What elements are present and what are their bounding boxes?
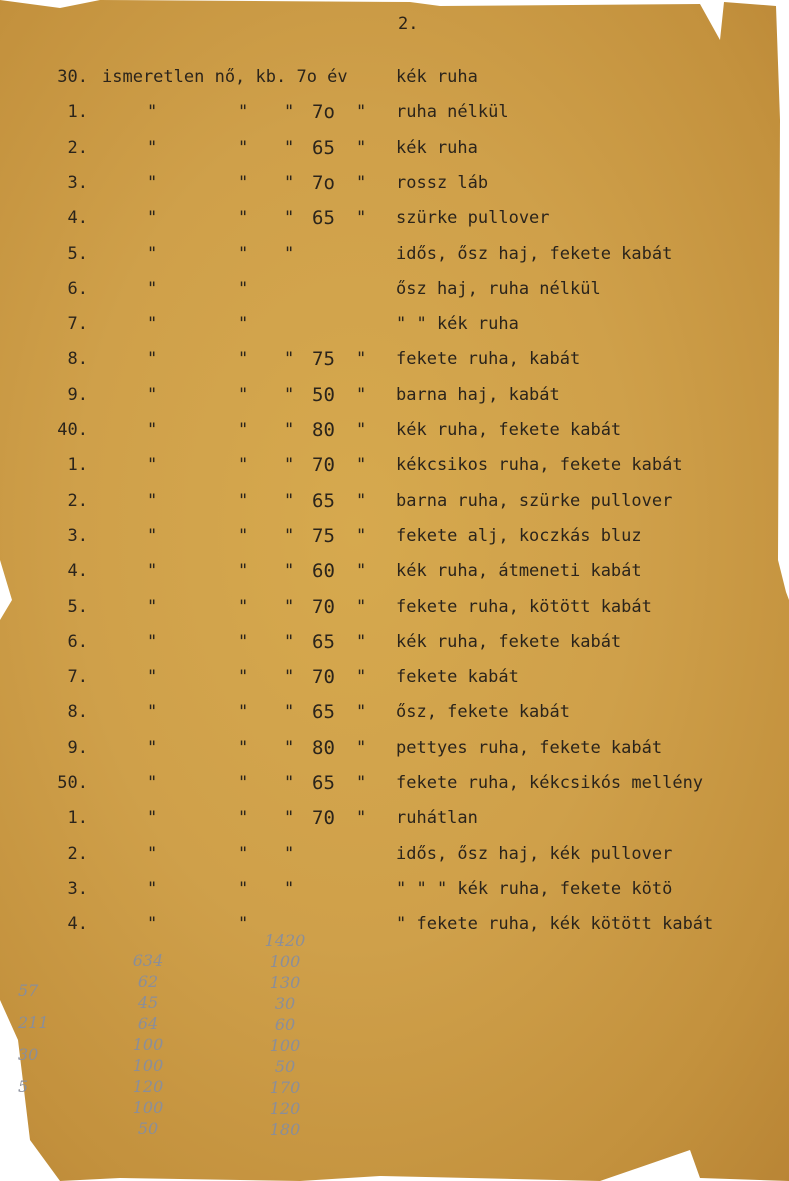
- entry-row: [0, 166, 789, 200]
- ditto-mark: ": [284, 208, 295, 229]
- handwritten-number: 120: [269, 1099, 301, 1118]
- entry-description: " " " kék ruha, fekete kötö: [396, 878, 673, 899]
- entry-description: rossz láb: [396, 172, 489, 193]
- entry-number: 7.: [67, 667, 88, 688]
- ditto-mark: ": [238, 737, 249, 758]
- entry-row: [0, 660, 789, 694]
- ditto-mark: ": [238, 561, 249, 582]
- handwritten-edge-numbers: [18, 975, 58, 1103]
- entry-age: 65: [312, 136, 335, 159]
- handwritten-number: 120: [132, 1077, 164, 1096]
- handwritten-number: 57: [18, 981, 39, 1000]
- ditto-mark: ": [238, 843, 249, 864]
- ditto-mark: ": [147, 843, 158, 864]
- ditto-mark: ": [147, 737, 158, 758]
- entry-number: 6.: [67, 278, 88, 299]
- handwritten-number: 180: [269, 1120, 301, 1139]
- ditto-mark: ": [147, 667, 158, 688]
- entry-age: 60: [312, 560, 335, 583]
- entry-row: [0, 484, 789, 518]
- entry-number: 1.: [67, 808, 88, 829]
- entry-age: 50: [312, 383, 335, 406]
- ditto-mark: ": [284, 243, 295, 264]
- entry-age: 65: [312, 489, 335, 512]
- handwritten-number: 64: [137, 1014, 159, 1033]
- ditto-mark: ": [284, 561, 295, 582]
- entry-age: 65: [312, 207, 335, 230]
- ditto-mark: ": [284, 596, 295, 617]
- ditto-mark: ": [238, 102, 249, 123]
- entry-age: 70: [312, 666, 335, 689]
- ditto-mark: ": [284, 808, 295, 829]
- entry-row: [0, 413, 789, 447]
- entry-age: 65: [312, 772, 335, 794]
- entry-number: 9.: [67, 737, 88, 758]
- ditto-mark: ": [238, 172, 249, 193]
- handwritten-number: 60: [274, 1015, 296, 1034]
- ditto-mark: ": [238, 878, 249, 899]
- ditto-mark: ": [147, 596, 158, 617]
- ditto-mark: ": [356, 773, 367, 793]
- handwritten-number: 5: [18, 1077, 29, 1096]
- handwritten-number: 62: [137, 972, 159, 991]
- handwritten-number: 170: [269, 1078, 301, 1097]
- ditto-mark: ": [147, 172, 158, 193]
- ditto-mark: ": [147, 561, 158, 582]
- ditto-mark: ": [356, 420, 367, 440]
- ditto-mark: ": [284, 667, 295, 688]
- entry-number: 4.: [67, 561, 88, 582]
- entry-description: " fekete ruha, kék kötött kabát: [396, 914, 714, 935]
- entry-number: 1.: [67, 102, 88, 123]
- entry-row: [0, 731, 789, 765]
- ditto-mark: ": [238, 631, 249, 652]
- ditto-mark: ": [284, 349, 295, 370]
- entry-number: 5.: [67, 596, 88, 617]
- ditto-mark: ": [238, 278, 249, 299]
- entry-number: 6.: [67, 631, 88, 652]
- entry-number: 2.: [67, 843, 88, 864]
- entry-description: ősz haj, ruha nélkül: [396, 278, 601, 299]
- entry-row: [0, 801, 789, 835]
- entry-description: idős, ősz haj, kék pullover: [396, 843, 673, 864]
- entry-description: kék ruha, fekete kabát: [396, 631, 622, 652]
- handwritten-number: 30: [274, 994, 296, 1013]
- handwritten-number: 45: [137, 993, 159, 1012]
- entry-age: 70: [312, 595, 335, 618]
- ditto-mark: ": [284, 843, 295, 864]
- ditto-mark: ": [238, 525, 249, 546]
- entry-number: 5.: [67, 243, 88, 264]
- ditto-mark: ": [238, 349, 249, 370]
- handwritten-number: 100: [269, 1036, 301, 1055]
- ditto-mark: ": [356, 349, 367, 370]
- entry-description: kék ruha: [396, 67, 478, 87]
- ditto-mark: ": [284, 702, 295, 723]
- entry-description: fekete ruha, kabát: [396, 349, 581, 370]
- ditto-mark: ": [284, 525, 295, 546]
- entry-row: [0, 307, 789, 341]
- entry-age: 7o: [312, 171, 335, 194]
- page-number: 2.: [398, 14, 419, 34]
- handwritten-number: 100: [132, 1056, 164, 1075]
- entry-row: [0, 95, 789, 129]
- handwritten-number: 634: [132, 951, 164, 970]
- ditto-mark: ": [147, 525, 158, 546]
- handwritten-number: 30: [18, 1045, 39, 1064]
- ditto-mark: ": [147, 631, 158, 652]
- entry-number: 7.: [67, 314, 88, 335]
- entry-row: [0, 590, 789, 624]
- ditto-mark: ": [356, 384, 367, 405]
- entry-number: 8.: [67, 349, 88, 370]
- ditto-mark: ": [238, 243, 249, 264]
- ditto-mark: ": [238, 490, 249, 511]
- entry-description: idős, ősz haj, fekete kabát: [396, 243, 673, 264]
- ditto-mark: ": [356, 525, 367, 546]
- entry-number: 3.: [67, 172, 88, 193]
- ditto-mark: ": [356, 208, 367, 229]
- entry-subject: ismeretlen nő, kb. 7o év: [102, 67, 348, 87]
- ditto-mark: ": [284, 878, 295, 899]
- ditto-mark: ": [147, 102, 158, 123]
- entry-age: 80: [312, 736, 335, 759]
- ditto-mark: ": [356, 667, 367, 688]
- entry-row: [0, 201, 789, 235]
- ditto-mark: ": [356, 102, 367, 123]
- ditto-mark: ": [238, 773, 249, 793]
- entry-age: 65: [312, 630, 335, 653]
- ditto-mark: ": [147, 420, 158, 440]
- entry-row: [0, 272, 789, 306]
- entry-number: 9.: [67, 384, 88, 405]
- entry-description: kék ruha: [396, 137, 478, 158]
- ditto-mark: ": [147, 278, 158, 299]
- entry-age: 65: [312, 701, 335, 724]
- handwritten-number: 100: [269, 952, 301, 971]
- ditto-mark: ": [238, 667, 249, 688]
- handwritten-number: 1420: [264, 931, 306, 950]
- ditto-mark: ": [284, 631, 295, 652]
- ditto-mark: ": [284, 420, 295, 440]
- ditto-mark: ": [147, 490, 158, 511]
- entry-number: 3.: [67, 525, 88, 546]
- ditto-mark: ": [238, 420, 249, 440]
- ditto-mark: ": [356, 172, 367, 193]
- entry-row: [0, 131, 789, 165]
- entry-description: barna ruha, szürke pullover: [396, 490, 673, 511]
- ditto-mark: ": [147, 702, 158, 723]
- ditto-mark: ": [147, 455, 158, 476]
- handwritten-number: 50: [137, 1119, 159, 1138]
- entry-description: kék ruha, átmeneti kabát: [396, 561, 642, 582]
- entry-age: 70: [312, 454, 335, 477]
- ditto-mark: ": [356, 702, 367, 723]
- entry-row: [0, 625, 789, 659]
- ditto-mark: ": [147, 208, 158, 229]
- ditto-mark: ": [356, 596, 367, 617]
- ditto-mark: ": [238, 314, 249, 335]
- entry-description: kékcsikos ruha, fekete kabát: [396, 455, 683, 476]
- entry-row: [0, 907, 789, 941]
- entry-age: 80: [312, 419, 335, 441]
- ditto-mark: ": [356, 631, 367, 652]
- entry-age: 75: [312, 524, 335, 547]
- ditto-mark: ": [356, 137, 367, 158]
- ditto-mark: ": [147, 137, 158, 158]
- entry-number: 3.: [67, 878, 88, 899]
- entry-row: [0, 237, 789, 271]
- entry-row: [0, 342, 789, 376]
- entry-row: [0, 695, 789, 729]
- ditto-mark: ": [238, 455, 249, 476]
- ditto-mark: ": [147, 914, 158, 935]
- entry-description: pettyes ruha, fekete kabát: [396, 737, 663, 758]
- ditto-mark: ": [238, 596, 249, 617]
- entry-number: 2.: [67, 137, 88, 158]
- entry-description: " " kék ruha: [396, 314, 519, 335]
- ditto-mark: ": [284, 773, 295, 793]
- entry-row: [0, 872, 789, 906]
- handwritten-number: 100: [132, 1098, 164, 1117]
- entry-description: ruhátlan: [396, 808, 478, 829]
- entry-row: [0, 837, 789, 871]
- ditto-mark: ": [284, 102, 295, 123]
- ditto-mark: ": [147, 349, 158, 370]
- ditto-mark: ": [356, 737, 367, 758]
- ditto-mark: ": [356, 490, 367, 511]
- ditto-mark: ": [356, 455, 367, 476]
- handwritten-number: 100: [132, 1035, 164, 1054]
- handwritten-sums-left: [118, 950, 178, 1139]
- entry-number: 8.: [67, 702, 88, 723]
- ditto-mark: ": [238, 384, 249, 405]
- entry-row: [0, 554, 789, 588]
- entry-description: fekete ruha, kékcsikós mellény: [396, 773, 704, 793]
- entry-age: 75: [312, 348, 335, 371]
- entry-row: [0, 378, 789, 412]
- ditto-mark: ": [238, 914, 249, 935]
- entry-row: [0, 60, 789, 94]
- entry-description: szürke pullover: [396, 208, 550, 229]
- ditto-mark: ": [238, 808, 249, 829]
- entry-description: ruha nélkül: [396, 102, 509, 123]
- entry-number: 4.: [67, 208, 88, 229]
- handwritten-number: 130: [269, 973, 301, 992]
- ditto-mark: ": [356, 808, 367, 829]
- entry-description: fekete ruha, kötött kabát: [396, 596, 652, 617]
- handwritten-sums-right: [250, 930, 320, 1140]
- ditto-mark: ": [356, 561, 367, 582]
- ditto-mark: ": [147, 773, 158, 793]
- entry-number: 2.: [67, 490, 88, 511]
- ditto-mark: ": [147, 384, 158, 405]
- ditto-mark: ": [284, 737, 295, 758]
- entry-row: [0, 448, 789, 482]
- entry-number: 30.: [57, 67, 88, 87]
- entry-number: 4.: [67, 914, 88, 935]
- entry-number: 1.: [67, 455, 88, 476]
- entry-description: ősz, fekete kabát: [396, 702, 570, 723]
- entry-description: fekete alj, koczkás bluz: [396, 525, 642, 546]
- entry-age: 70: [312, 807, 335, 830]
- entry-description: kék ruha, fekete kabát: [396, 420, 622, 440]
- handwritten-number: 50: [274, 1057, 296, 1076]
- handwritten-number: 211: [18, 1013, 49, 1032]
- entry-row: [0, 766, 789, 800]
- ditto-mark: ": [147, 314, 158, 335]
- ditto-mark: ": [238, 702, 249, 723]
- ditto-mark: ": [284, 455, 295, 476]
- entry-age: 7o: [312, 101, 335, 124]
- ditto-mark: ": [147, 878, 158, 899]
- entry-number: 50.: [57, 773, 88, 793]
- ditto-mark: ": [284, 172, 295, 193]
- ditto-mark: ": [284, 384, 295, 405]
- entry-description: barna haj, kabát: [396, 384, 560, 405]
- entry-row: [0, 519, 789, 553]
- ditto-mark: ": [147, 808, 158, 829]
- ditto-mark: ": [284, 137, 295, 158]
- ditto-mark: ": [284, 490, 295, 511]
- entry-description: fekete kabát: [396, 667, 519, 688]
- ditto-mark: ": [238, 208, 249, 229]
- ditto-mark: ": [238, 137, 249, 158]
- entry-number: 40.: [57, 420, 88, 440]
- ditto-mark: ": [147, 243, 158, 264]
